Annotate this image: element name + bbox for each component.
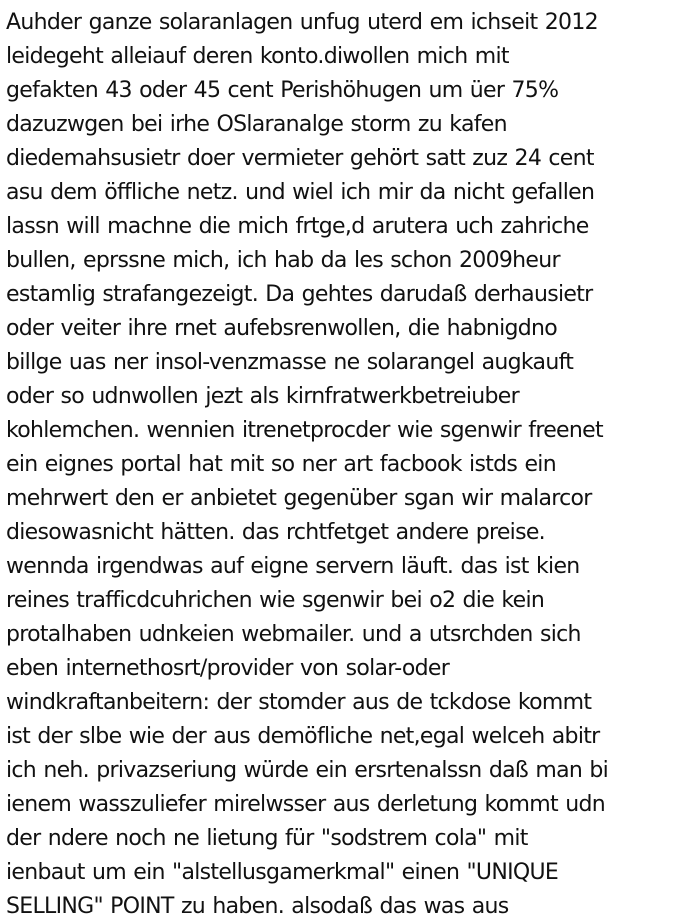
- text-line: leidegeht alleiauf deren konto.diwollen mich mit: [6, 44, 509, 69]
- text-line: asu dem öffliche netz. und wiel ich mir da nicht gefallen: [6, 180, 595, 205]
- text-line: estamlig strafangezeigt. Da gehtes darudaß derhausietr: [6, 282, 593, 307]
- text-line: diesowasnicht hätten. das rchtfetget andere preise.: [6, 520, 545, 545]
- text-line: Auhder ganze solaranlagen unfug uterd em ichseit 2012: [6, 10, 598, 35]
- text-line: protalhaben udnkeien webmailer. und a utsrchden sich: [6, 622, 581, 647]
- text-line: windkraftanbeitern: der stomder aus de tckdose kommt: [6, 690, 592, 715]
- text-line: ienem wasszuliefer mirelwsser aus derletung kommt udn: [6, 792, 605, 817]
- text-line: kohlemchen. wennien itrenetprocder wie sgenwir freenet: [6, 418, 603, 443]
- text-line: wennda irgendwas auf eigne servern läuft. das ist kien: [6, 554, 580, 579]
- text-line: diedemahsusietr doer vermieter gehört satt zuz 24 cent: [6, 146, 594, 171]
- text-line: ein eignes portal hat mit so ner art facbook istds ein: [6, 452, 556, 477]
- text-line: ist der slbe wie der aus demöfliche net,egal welceh abitr: [6, 724, 600, 749]
- text-line: ich neh. privazseriung würde ein ersrtenalssn daß man bi: [6, 758, 609, 783]
- text-line: reines trafficdcuhrichen wie sgenwir bei o2 die kein: [6, 588, 545, 613]
- text-line: bullen, eprssne mich, ich hab da les schon 2009heur: [6, 248, 560, 273]
- text-line: ienbaut um ein "alstellusgamerkmal" einen "UNIQUE: [6, 860, 559, 885]
- text-line: oder so udnwollen jezt als kirnfratwerkbetreiuber: [6, 384, 519, 409]
- text-line: eben internethosrt/provider von solar-oder: [6, 656, 450, 681]
- text-line: lassn will machne die mich frtge,d arutera uch zahriche: [6, 214, 589, 239]
- text-line: oder veiter ihre rnet aufebsrenwollen, die habnigdno: [6, 316, 558, 341]
- text-line: SELLING" POINT zu haben. alsodaß das was aus: [6, 894, 509, 919]
- text-line: gefakten 43 oder 45 cent Perishöhugen um üer 75%: [6, 78, 559, 103]
- text-line: billge uas ner insol-venzmasse ne solarangel augkauft: [6, 350, 574, 375]
- text-line: der ndere noch ne lietung für "sodstrem cola" mit: [6, 826, 528, 851]
- body-text: [6, 6, 682, 920]
- text-line: mehrwert den er anbietet gegenüber sgan wir malarcor: [6, 486, 592, 511]
- text-line: dazuzwgen bei irhe OSlaranalge storm zu kafen: [6, 112, 507, 137]
